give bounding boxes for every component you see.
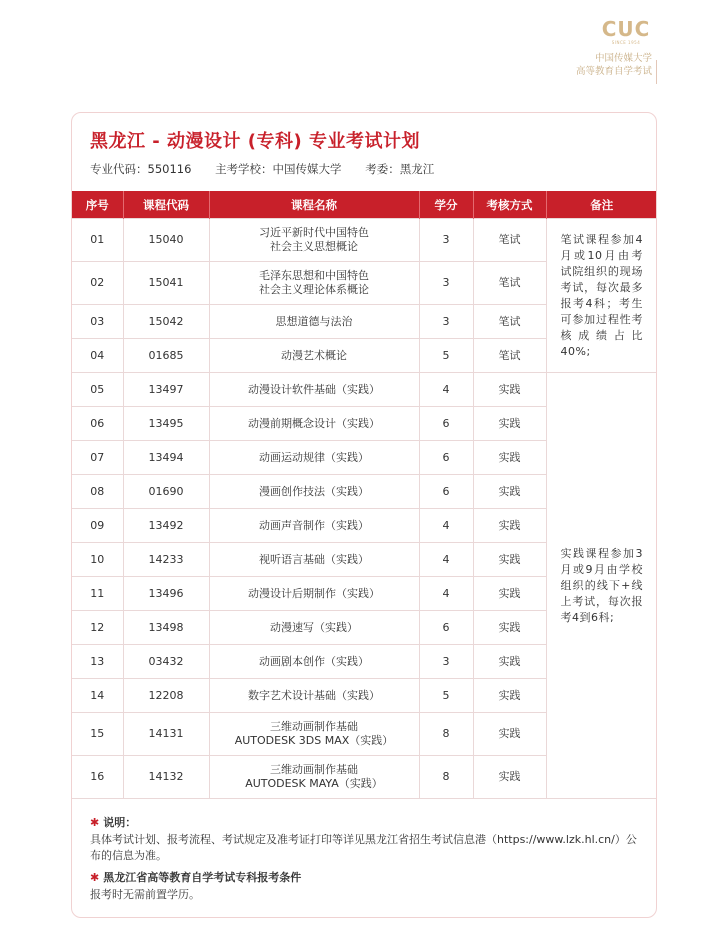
row-code: 15042 [123,305,209,339]
note-text: 具体考试计划、报考流程、考试规定及准考证打印等详见黑龙江省招生考试信息港（https://www.lzk.hl.cn/）公布的信息为准。 [90,833,637,862]
note-heading: 说明： [103,816,137,829]
row-name: 动漫前期概念设计（实践） [209,407,419,441]
row-credit: 3 [419,305,473,339]
note-heading-line [90,815,640,831]
row-code: 13492 [123,509,209,543]
row-method: 笔试 [473,262,546,305]
header-code: 课程代码 [123,191,209,219]
row-name: 动漫设计软件基础（实践） [209,373,419,407]
row-code: 14131 [123,713,209,756]
row-code: 03432 [123,645,209,679]
row-name: 动漫速写（实践） [209,611,419,645]
row-no: 02 [72,262,123,305]
row-code: 12208 [123,679,209,713]
row-no: 06 [72,407,123,441]
row-code: 13498 [123,611,209,645]
row-no: 08 [72,475,123,509]
row-code: 13494 [123,441,209,475]
row-method: 笔试 [473,339,546,373]
page-title: 黑龙江 - 动漫设计 (专科) 专业考试计划 [90,131,420,152]
row-credit: 4 [419,543,473,577]
row-code: 13495 [123,407,209,441]
row-no: 10 [72,543,123,577]
table-header-row [72,191,657,219]
row-code: 01685 [123,339,209,373]
row-no: 09 [72,509,123,543]
row-code: 13497 [123,373,209,407]
row-credit: 4 [419,373,473,407]
cuc-logo [600,18,652,45]
row-name: 动漫艺术概论 [209,339,419,373]
row-method: 实践 [473,373,546,407]
row-name: 动画声音制作（实践） [209,509,419,543]
school-name [576,52,652,78]
school-line-1: 中国传媒大学 [594,53,652,64]
row-code: 14132 [123,756,209,799]
row-credit: 8 [419,713,473,756]
row-name: 数字艺术设计基础（实践） [209,679,419,713]
row-name: 动画剧本创作（实践） [209,645,419,679]
header-note: 备注 [546,191,657,219]
row-name: 三维动画制作基础 AUTODESK MAYA（实践） [209,756,419,799]
row-credit: 6 [419,407,473,441]
row-code: 13496 [123,577,209,611]
row-no: 01 [72,219,123,262]
row-credit: 8 [419,756,473,799]
star-icon: ✱ [90,871,100,884]
row-code: 15041 [123,262,209,305]
row-name: 思想道德与法治 [209,305,419,339]
major-meta [90,161,454,177]
row-name: 三维动画制作基础 AUTODESK 3DS MAX（实践） [209,713,419,756]
row-method: 笔试 [473,305,546,339]
row-credit: 6 [419,441,473,475]
row-credit: 4 [419,577,473,611]
row-no: 16 [72,756,123,799]
header-name: 课程名称 [209,191,419,219]
row-code: 14233 [123,543,209,577]
row-method: 笔试 [473,219,546,262]
row-no: 07 [72,441,123,475]
row-credit: 6 [419,475,473,509]
row-method: 实践 [473,543,546,577]
course-table [72,191,657,799]
row-name: 动漫设计后期制作（实践） [209,577,419,611]
condition-text: 报考时无需前置学历。 [90,888,200,901]
row-name: 漫画创作技法（实践） [209,475,419,509]
row-credit: 5 [419,679,473,713]
table-row [72,373,657,407]
row-credit: 4 [419,509,473,543]
row-method: 实践 [473,679,546,713]
row-no: 05 [72,373,123,407]
row-name: 习近平新时代中国特色 社会主义思想概论 [209,219,419,262]
row-code: 01690 [123,475,209,509]
row-method: 实践 [473,645,546,679]
row-credit: 6 [419,611,473,645]
host-school: 主考学校：中国传媒大学 [215,162,342,176]
condition-heading-line [90,870,640,886]
row-credit: 3 [419,645,473,679]
logo-subtitle: SINCE 1954 [611,40,641,45]
row-method: 实践 [473,509,546,543]
row-no: 15 [72,713,123,756]
exam-committee: 考委：黑龙江 [365,162,435,176]
logo-mark: CUC [601,17,651,41]
condition-heading: 黑龙江省高等教育自学考试专科报考条件 [103,871,302,884]
row-name: 动画运动规律（实践） [209,441,419,475]
footer-notes [90,815,640,903]
row-name: 毛泽东思想和中国特色 社会主义理论体系概论 [209,262,419,305]
row-method: 实践 [473,577,546,611]
row-no: 04 [72,339,123,373]
exam-plan-card [71,112,657,918]
row-credit: 3 [419,219,473,262]
school-line-2: 高等教育自学考试 [575,66,652,77]
row-name: 视听语言基础（实践） [209,543,419,577]
header-no: 序号 [72,191,123,219]
row-no: 03 [72,305,123,339]
table-row [72,219,657,262]
row-code: 15040 [123,219,209,262]
header-divider [656,60,657,84]
header-credit: 学分 [419,191,473,219]
row-method: 实践 [473,713,546,756]
major-code: 专业代码：550116 [90,162,192,176]
row-no: 13 [72,645,123,679]
row-credit: 5 [419,339,473,373]
row-credit: 3 [419,262,473,305]
star-icon: ✱ [90,816,100,829]
row-method: 实践 [473,407,546,441]
header-method: 考核方式 [473,191,546,219]
row-method: 实践 [473,756,546,799]
note-written-exam: 笔试课程参加4月或10月由考试院组织的现场考试，每次最多报考4科；考生可参加过程性考核成绩占比40%; [546,219,657,373]
note-practice-exam: 实践课程参加3月或9月由学校组织的线下+线上考试，每次报考4到6科; [546,373,657,799]
row-no: 14 [72,679,123,713]
row-no: 12 [72,611,123,645]
row-method: 实践 [473,611,546,645]
row-no: 11 [72,577,123,611]
row-method: 实践 [473,441,546,475]
row-method: 实践 [473,475,546,509]
